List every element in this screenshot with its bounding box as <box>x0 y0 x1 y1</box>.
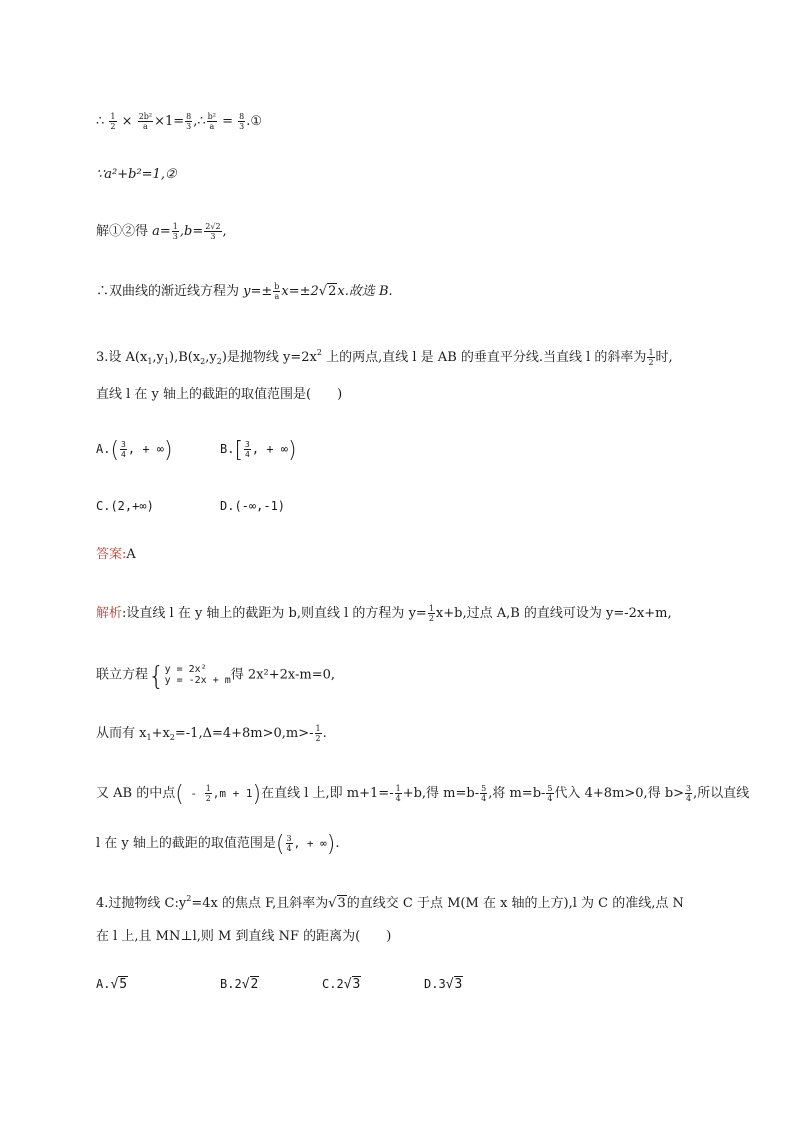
text: × <box>121 114 137 129</box>
fraction: $\frac{1}{2}$ <box>205 784 211 803</box>
subscript: 2 <box>216 357 222 366</box>
fraction: $\frac{5}{4}$ <box>547 784 553 803</box>
fraction: $\frac{3}{4}$ <box>121 440 126 459</box>
text: 4.过抛物线 C:y <box>96 896 187 911</box>
text: =-1,Δ=4+8m>0,m>- <box>174 726 314 741</box>
left-paren: ( <box>110 438 120 463</box>
text: ),B(x <box>169 350 201 365</box>
left-brace: { <box>148 661 165 692</box>
analysis-label: 解析 <box>96 606 123 621</box>
right-paren: ) <box>288 438 297 463</box>
fraction: $\frac{b}{a}$ <box>274 282 280 301</box>
equation-system: y = 2x² y = -2x + m <box>164 664 231 686</box>
fraction: $\frac{3}{4}$ <box>286 834 292 853</box>
text: ×1= <box>154 114 185 129</box>
text: a= <box>152 224 171 239</box>
option-text: D.(-∞,-1) <box>220 499 286 513</box>
text: , + ∞ <box>127 442 164 456</box>
option-a[interactable] <box>96 438 173 463</box>
text: 代入 4+8m>0,得 b> <box>554 786 685 801</box>
text: ,b= <box>179 224 204 239</box>
left-paren: ( <box>175 782 184 807</box>
text: 时, <box>655 350 673 365</box>
option-label: B.2 <box>220 977 242 991</box>
text: ,所以直线 <box>693 786 750 801</box>
text: , <box>222 224 227 239</box>
fraction: $\frac{2√2}{3}$ <box>205 222 221 241</box>
fraction: $\frac{1}{4}$ <box>395 784 401 803</box>
option-label: A. <box>96 442 111 456</box>
question-4-line-1 <box>96 890 684 913</box>
text: 解①②得 <box>96 224 153 239</box>
fraction: $\frac{3}{4}$ <box>245 440 250 459</box>
superscript: 2 <box>316 348 322 357</box>
analysis-line-2 <box>96 661 336 692</box>
option-label: D.3 <box>424 977 446 991</box>
text: 又 AB 的中点 <box>96 786 176 801</box>
sqrt: √2 <box>318 284 337 299</box>
answer-value: A <box>126 547 136 562</box>
superscript: 2 <box>186 894 192 903</box>
subscript: 1 <box>146 733 152 742</box>
text: ,∴ <box>193 114 206 129</box>
answer-line <box>96 546 136 564</box>
analysis-line-3 <box>96 724 327 747</box>
text: )是抛物线 y=2x <box>221 350 317 365</box>
text: 得 2x²+2x-m=0, <box>230 667 336 683</box>
eq-line-1 <box>96 112 262 131</box>
text: x+b,过点 A,B 的直线可设为 y=-2x+m, <box>435 606 672 621</box>
text: :设直线 l 在 y 轴上的截距为 b,则直线 l 的方程为 y= <box>122 606 427 621</box>
option-b[interactable] <box>220 975 259 994</box>
text: x.故选 B. <box>337 284 393 299</box>
text: =4x 的焦点 F,且斜率为 <box>191 896 329 911</box>
text: 直线 l 在 y 轴上的截距的取值范围是( ) <box>96 387 343 402</box>
text: , + ∞ <box>293 837 327 850</box>
option-label: B. <box>220 442 235 456</box>
text: - <box>183 787 204 800</box>
fraction: $\frac{1}{2}$ <box>315 724 321 743</box>
therefore-symbol: ∴ <box>96 114 105 129</box>
fraction: $\frac{\text{b²}}{a}$ <box>207 112 216 131</box>
option-label: C.2 <box>322 977 344 991</box>
fraction: $\frac{1}{3}$ <box>172 222 178 241</box>
text: = <box>218 114 238 129</box>
sqrt: √3 <box>343 977 361 992</box>
analysis-line-5 <box>96 832 340 857</box>
text: +x <box>151 726 170 741</box>
subscript: 2 <box>169 733 175 742</box>
analysis-line-1 <box>96 604 672 623</box>
text: 在 l 上,且 MN⊥l,则 M 到直线 NF 的距离为( ) <box>96 929 392 944</box>
subscript: 1 <box>147 357 153 366</box>
fraction: $\frac{1}{2}$ <box>110 112 116 131</box>
text: 的直线交 C 于点 M(M 在 x 轴的上方),l 为 C 的准线,点 N <box>346 896 684 911</box>
right-paren: ) <box>326 832 336 857</box>
right-paren: ) <box>164 438 173 463</box>
analysis-line-4 <box>96 782 750 807</box>
sqrt: √3 <box>328 896 346 911</box>
text: 上的两点,直线 l 是 AB 的垂直平分线.当直线 l 的斜率为 <box>321 350 647 365</box>
text: 联立方程 <box>96 667 149 683</box>
text: 在直线 l 上,即 m+1=- <box>261 786 394 801</box>
sqrt: √3 <box>445 977 463 992</box>
text: 3.设 A(x <box>96 350 148 365</box>
eq-line-3 <box>96 222 227 241</box>
left-bracket: [ <box>234 438 244 463</box>
text: ∴双曲线的渐近线方程为 <box>96 284 244 299</box>
text: ,y <box>152 350 164 365</box>
question-4-line-2 <box>96 928 391 946</box>
answer-label: 答案: <box>96 547 127 562</box>
fraction: $\frac{1}{2}$ <box>648 348 654 367</box>
option-b[interactable] <box>220 438 297 463</box>
question-3-line-1 <box>96 344 673 371</box>
subscript: 2 <box>200 357 206 366</box>
text: . <box>335 836 340 851</box>
option-d[interactable] <box>220 497 285 515</box>
text: ,y <box>205 350 217 365</box>
subscript: 1 <box>163 357 169 366</box>
sqrt: √5 <box>110 977 128 992</box>
fraction: $\frac{1}{2}$ <box>428 604 434 623</box>
text: ,将 m=b- <box>488 786 546 801</box>
equation-text: ∵a²+b²=1,② <box>96 167 177 182</box>
text: .① <box>246 114 263 129</box>
option-d[interactable] <box>424 975 463 994</box>
eq-line-2 <box>96 166 177 184</box>
option-text: C.(2,+∞) <box>96 499 154 513</box>
question-3-line-2 <box>96 386 342 404</box>
option-c[interactable] <box>96 497 154 515</box>
text: y=± <box>243 284 273 299</box>
option-c[interactable] <box>322 975 361 994</box>
fraction: $\frac{3}{4}$ <box>686 784 692 803</box>
text: , + ∞ <box>251 442 288 456</box>
option-a[interactable] <box>96 975 128 994</box>
fraction: $\frac{8}{3}$ <box>186 112 192 131</box>
text: . <box>322 726 327 741</box>
text: x=±2 <box>281 284 319 299</box>
left-paren: ( <box>275 832 285 857</box>
right-paren: ) <box>252 782 262 807</box>
text: ,m + 1 <box>212 787 253 800</box>
option-label: A. <box>96 977 111 991</box>
fraction: $\frac{\text{2b²}}{a}$ <box>138 112 153 131</box>
text: +b,得 m=b- <box>402 786 480 801</box>
text: l 在 y 轴上的截距的取值范围是 <box>96 836 276 851</box>
fraction: $\frac{5}{4}$ <box>481 784 487 803</box>
eq-line-4 <box>96 282 393 301</box>
sqrt: √2 <box>241 977 259 992</box>
fraction: $\frac{8}{3}$ <box>239 112 245 131</box>
text: 从而有 x <box>96 726 147 741</box>
